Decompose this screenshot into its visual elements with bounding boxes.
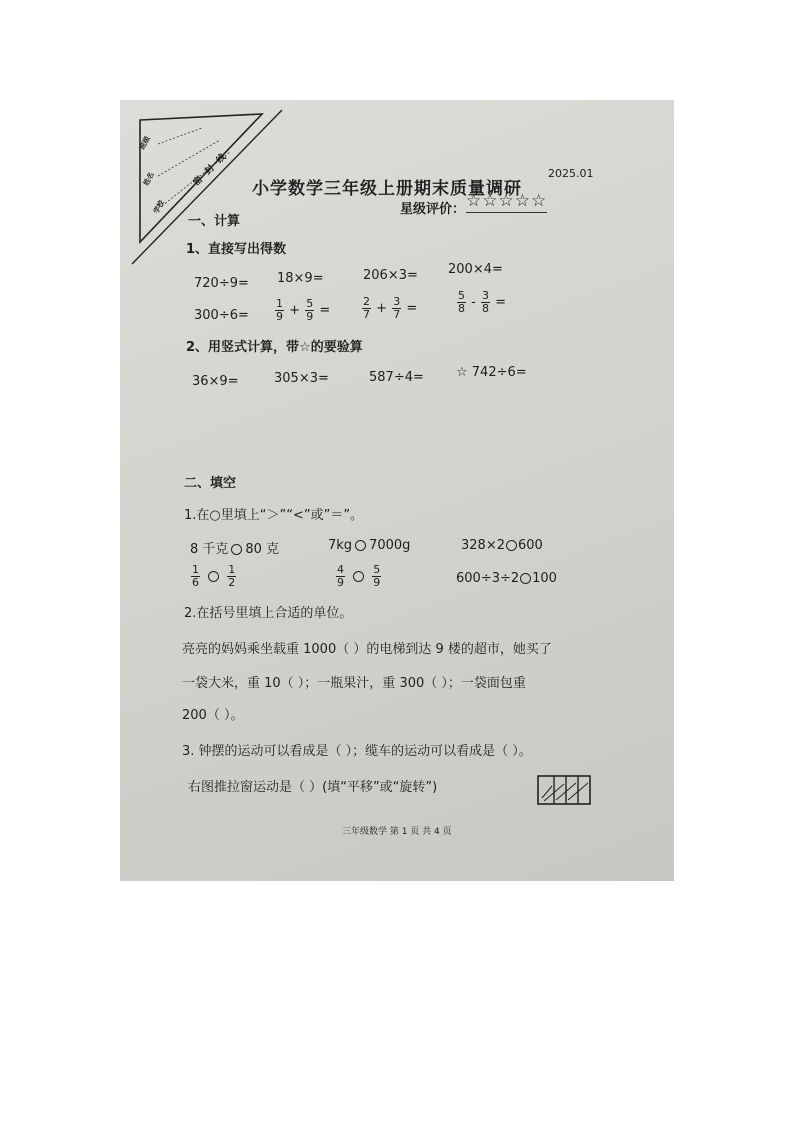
compare-item: 7kg 7000g	[328, 538, 411, 553]
calc-item: 720÷9=	[194, 276, 249, 291]
compare-item: $\frac{4}{9}$ $\frac{5}{9}$	[337, 563, 381, 589]
section-1-heading: 一、计算	[188, 214, 241, 229]
compare-circle-icon	[353, 571, 364, 582]
compare-circle-icon	[506, 540, 517, 551]
seal-school-label: 学校	[152, 198, 166, 216]
vertical-calc-item: 587÷4=	[369, 370, 424, 385]
exam-date: 2025.01	[548, 167, 594, 180]
compare-circle-icon	[520, 573, 531, 584]
sliding-window-icon	[536, 774, 592, 806]
calc-item: 206×3=	[363, 268, 418, 283]
fraction-item: $\frac{1}{9}$ + $\frac{5}{9}$ =	[276, 297, 331, 323]
question-2-line: 一袋大米，重 10（ ）；一瓶果汁，重 300（ ）；一袋面包重	[182, 676, 526, 691]
vertical-calc-item: ☆ 742÷6=	[456, 365, 527, 380]
question-3-line: 右图推拉窗运动是（ ）(填“平移”或“旋转”)	[188, 780, 438, 795]
seal-text: 密 封 线	[191, 150, 230, 189]
calc-item: 200×4=	[448, 262, 503, 277]
exam-title: 小学数学三年级上册期末质量调研	[252, 179, 522, 199]
compare-item: $\frac{1}{6}$ $\frac{1}{2}$	[192, 563, 236, 589]
vertical-calc-item: 305×3=	[274, 371, 329, 386]
compare-circle-icon	[231, 544, 242, 555]
compare-item: 600÷3÷2 100	[456, 571, 557, 586]
seal-name-label: 姓名	[142, 170, 156, 188]
rating-stars: ☆☆☆☆☆	[466, 191, 548, 211]
question-2-line: 200（ ）。	[182, 708, 244, 723]
seal-class-label: 班级	[138, 134, 152, 152]
compare-circle-icon	[208, 571, 219, 582]
compare-item: 328×2 600	[461, 538, 543, 553]
rating-label: 星级评价：	[400, 202, 466, 217]
page-footer: 三年级数学 第 1 页 共 4 页	[342, 827, 452, 837]
fraction-item: $\frac{5}{8}$ - $\frac{3}{8}$ =	[458, 289, 507, 315]
vertical-calc-item: 36×9=	[192, 374, 239, 389]
question-1: 1.在○里填上“＞”“<”或”＝”。	[184, 508, 364, 523]
section-2-heading: 二、填空	[184, 476, 237, 491]
part-2-heading: 2、用竖式计算，带☆的要验算	[186, 340, 363, 355]
calc-item: 18×9=	[277, 271, 324, 286]
exam-sheet	[120, 100, 674, 881]
fraction-item: $\frac{2}{7}$ + $\frac{3}{7}$ =	[363, 295, 418, 321]
question-2-line: 亮亮的妈妈乘坐载重 1000（ ）的电梯到达 9 楼的超市，她买了	[182, 642, 552, 657]
calc-item: 300÷6=	[194, 308, 249, 323]
compare-item: 8 千克 80 克	[190, 542, 280, 557]
question-3: 3. 钟摆的运动可以看成是（ ）；缆车的运动可以看成是（ ）。	[182, 744, 532, 759]
part-1-heading: 1、直接写出得数	[186, 242, 287, 257]
question-2: 2.在括号里填上合适的单位。	[184, 606, 353, 621]
compare-circle-icon	[355, 540, 366, 551]
